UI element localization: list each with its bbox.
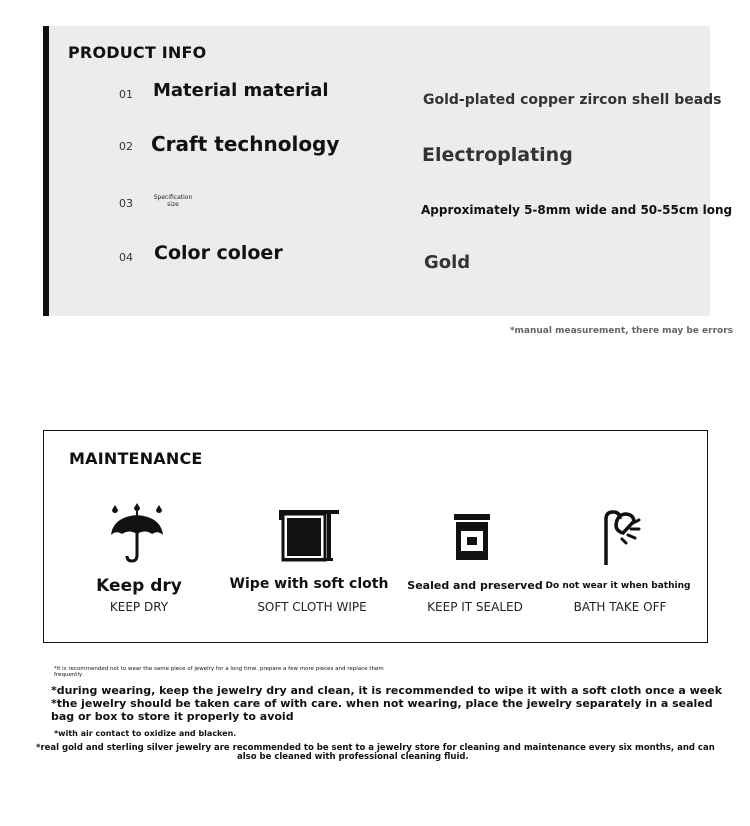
maintenance-item-label: Wipe with soft cloth — [229, 576, 389, 592]
row-value-craft: Electroplating — [422, 144, 573, 166]
shower-icon — [601, 509, 651, 571]
care-note: *real gold and sterling silver jewelry are recommended to be sent to a jewelry store for cleaning and maintenance every six months, and can — [36, 743, 715, 753]
row-value-specification: Approximately 5-8mm wide and 50-55cm long — [421, 203, 733, 217]
row-number: 02 — [119, 140, 133, 153]
product-info-title: PRODUCT INFO — [68, 43, 207, 62]
care-note: *it is recommended not to wear the same piece of jewelry for a long time. prepare a few more pieces and replace them — [54, 666, 384, 672]
row-label-specification: Specification size — [153, 194, 193, 208]
row-label-material: Material material — [153, 80, 329, 101]
row-value-color: Gold — [424, 252, 471, 273]
row-number: 01 — [119, 88, 133, 101]
care-note: *with air contact to oxidize and blacken. — [54, 729, 237, 738]
product-info-panel — [43, 26, 733, 316]
row-label-color: Color coloer — [154, 242, 283, 264]
maintenance-item-label: Do not wear it when bathing — [545, 581, 691, 591]
measurement-note: *manual measurement, there may be errors — [509, 326, 733, 336]
row-number: 04 — [119, 251, 133, 264]
care-note: frequently — [54, 672, 83, 678]
care-note: *the jewelry should be taken care of with care. when not wearing, place the jewelry separately in a sealed — [51, 697, 713, 710]
towel-icon — [277, 508, 341, 568]
maintenance-panel — [43, 430, 708, 643]
row-value-material: Gold-plated copper zircon shell beads — [423, 92, 722, 108]
maintenance-item-label: Sealed and preserved — [407, 579, 543, 592]
maintenance-title: MAINTENANCE — [69, 449, 203, 468]
accent-bar — [43, 26, 49, 316]
maintenance-item-label: Keep dry — [96, 576, 182, 596]
maintenance-item-sublabel: KEEP IT SEALED — [427, 600, 523, 614]
maintenance-item-sublabel: KEEP DRY — [109, 600, 169, 614]
row-number: 03 — [119, 197, 133, 210]
umbrella-rain-icon — [108, 501, 166, 567]
maintenance-item-sublabel: BATH TAKE OFF — [573, 600, 667, 614]
row-label-craft: Craft technology — [151, 132, 340, 156]
care-note: also be cleaned with professional cleaning fluid. — [237, 752, 469, 762]
sealed-jar-icon — [452, 514, 492, 566]
care-note: *during wearing, keep the jewelry dry and clean, it is recommended to wipe it with a soft cloth once a week — [51, 684, 723, 697]
maintenance-item-sublabel: SOFT CLOTH WIPE — [257, 600, 367, 614]
care-note: bag or box to store it properly to avoid — [51, 710, 294, 723]
